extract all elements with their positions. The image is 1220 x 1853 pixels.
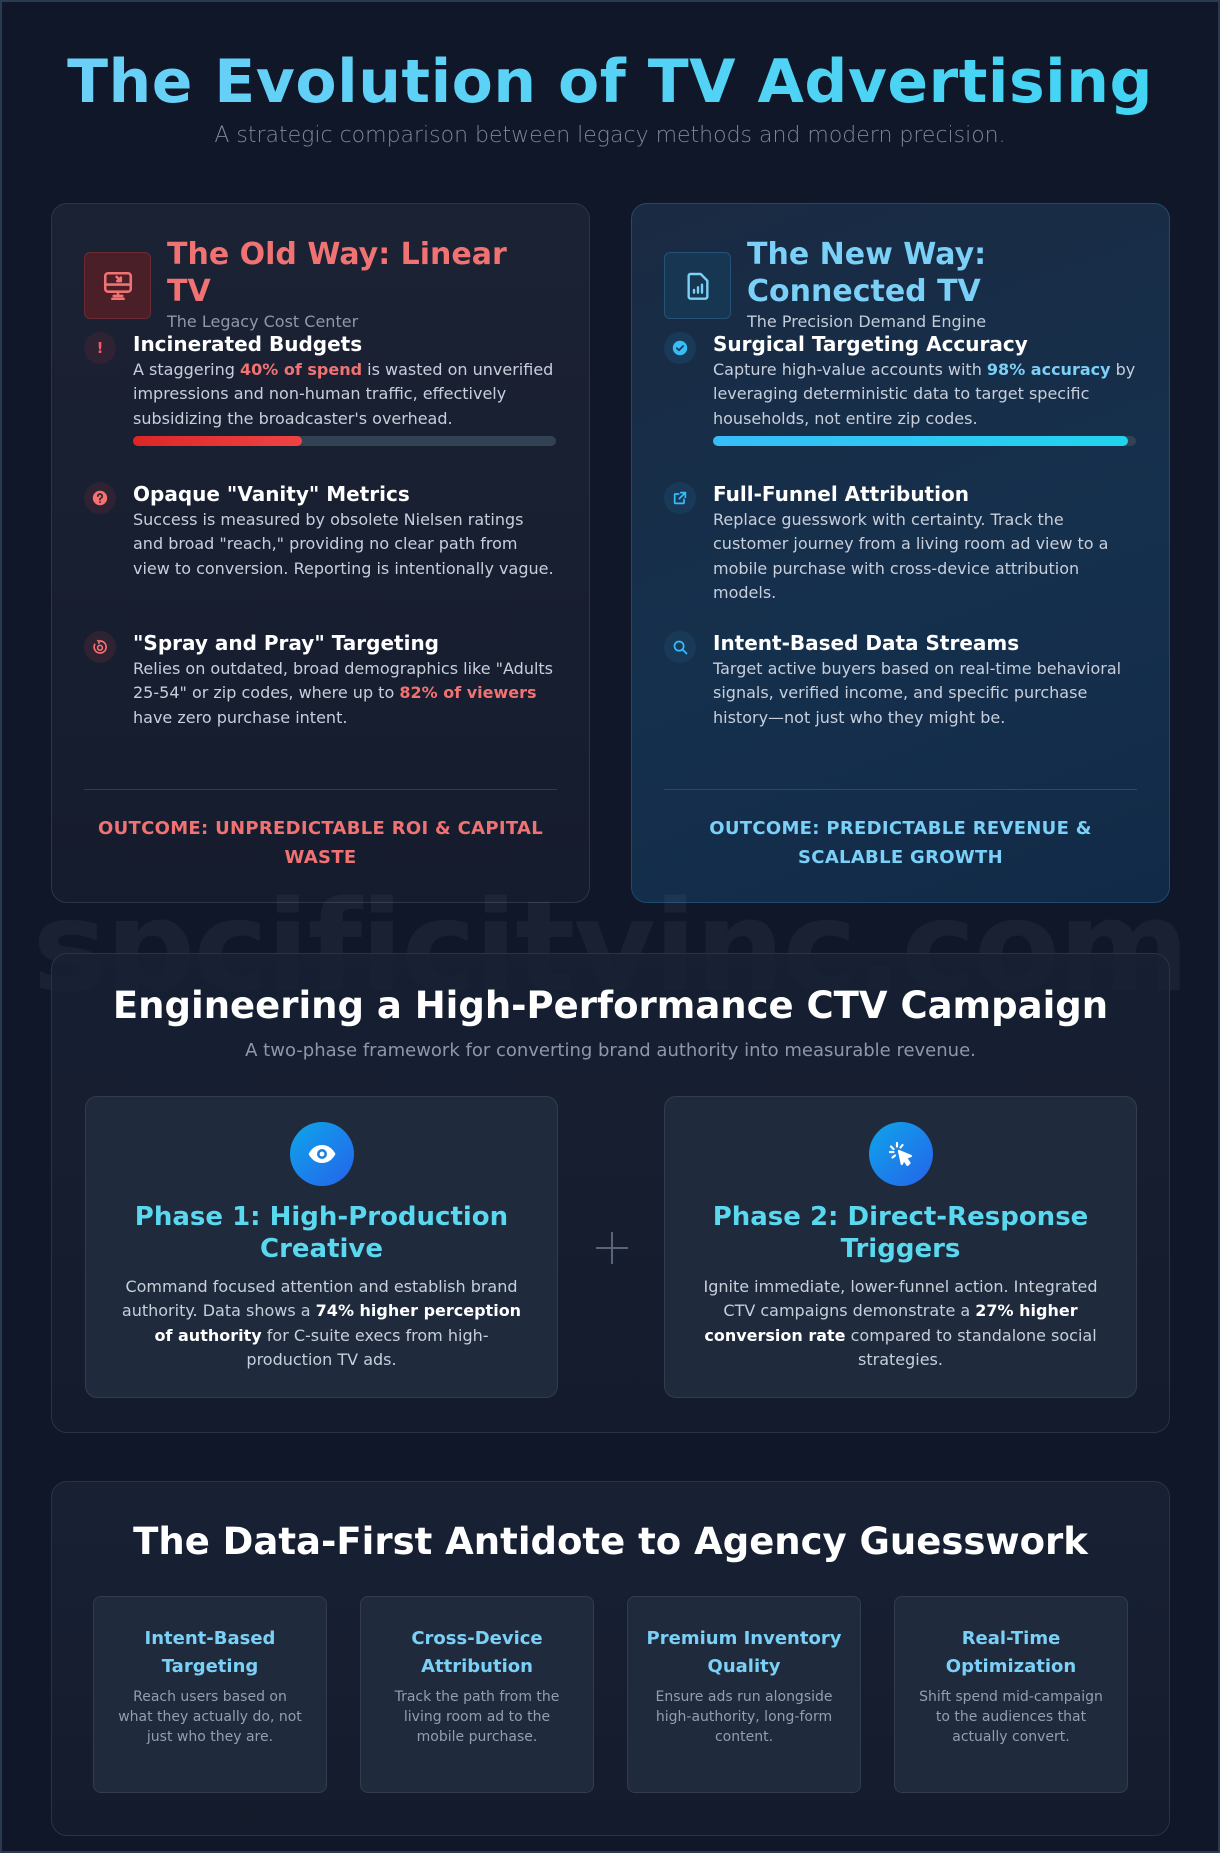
feature-body: Success is measured by obsolete Nielsen ratings and broad "reach," providing no clear path from view to conversion. Reporting is intentionally vague. xyxy=(133,510,554,578)
feature-title: Surgical Targeting Accuracy xyxy=(713,332,1028,356)
feature-body: A staggering 40% of spend is wasted on unverified impressions and non-human traffic, effectively subsidizing the broadcaster's overhead. xyxy=(133,360,554,428)
eye-icon xyxy=(290,1122,354,1186)
feature-title: Intent-Based Data Streams xyxy=(713,631,1020,655)
external-link-icon xyxy=(664,482,696,514)
new-way-outcome: OUTCOME: PREDICTABLE REVENUE & SCALABLE GROWTH xyxy=(709,818,1092,868)
new-way-header xyxy=(664,236,1137,336)
new-way-subtitle: The Precision Demand Engine xyxy=(747,312,987,331)
feature-title: Full-Funnel Attribution xyxy=(713,482,969,506)
phase-2-card xyxy=(664,1096,1137,1398)
tile-title: Real-Time Optimization xyxy=(945,1628,1077,1677)
new-way-card xyxy=(631,203,1170,903)
file-chart-icon xyxy=(664,252,731,319)
feature-body: Replace guesswork with certainty. Track the customer journey from a living room ad view to a mobile purchase with cross-device attribution models. xyxy=(713,510,1109,602)
feature-body: Target active buyers based on real-time behavioral signals, verified income, and specific purchase history—not just who they might be. xyxy=(713,659,1122,727)
infographic-page xyxy=(2,2,1218,1851)
phase-body: Command focused attention and establish brand authority. Data shows a 74% higher perception of authority for C-suite execs from high-production TV ads. xyxy=(121,1277,522,1369)
waste-progress-fill xyxy=(133,436,302,446)
plus-icon xyxy=(596,1232,628,1264)
old-way-header xyxy=(84,236,557,336)
tile-title: Premium Inventory Quality xyxy=(646,1628,842,1677)
search-icon xyxy=(664,631,696,663)
page-title: The Evolution of TV Advertising xyxy=(2,46,1218,118)
old-way-outcome: OUTCOME: UNPREDICTABLE ROI & CAPITAL WASTE xyxy=(97,818,544,868)
tile-title: Cross-Device Attribution xyxy=(411,1628,543,1677)
check-circle-icon xyxy=(664,332,696,364)
campaign-subtitle: A two-phase framework for converting brand authority into measurable revenue. xyxy=(245,1040,976,1061)
old-way-title: The Old Way: Linear TV xyxy=(167,237,507,309)
phase-title: Phase 1: High-Production Creative xyxy=(134,1202,509,1264)
campaign-title: Engineering a High-Performance CTV Campaign xyxy=(112,984,1109,1027)
feature-body: Capture high-value accounts with 98% accuracy by leveraging deterministic data to target specific households, not entire zip codes. xyxy=(713,360,1136,428)
feature-body: Relies on outdated, broad demographics like "Adults 25-54" or zip codes, where up to 82% of viewers have zero purchase intent. xyxy=(133,659,554,727)
waste-progress-bar xyxy=(133,436,556,446)
old-way-subtitle: The Legacy Cost Center xyxy=(167,312,359,331)
monitor-download-icon xyxy=(84,252,151,319)
phase-body: Ignite immediate, lower-funnel action. Integrated CTV campaigns demonstrate a 27% higher conversion rate compared to standalone social strategies. xyxy=(703,1277,1098,1369)
tile-intent-based-targeting xyxy=(93,1596,327,1793)
feature-title: Incinerated Budgets xyxy=(133,332,363,356)
antidote-title: The Data-First Antidote to Agency Guesswork xyxy=(133,1520,1088,1563)
phase-1-card xyxy=(85,1096,558,1398)
tile-premium-inventory-quality xyxy=(627,1596,861,1793)
accuracy-progress-bar xyxy=(713,436,1136,446)
antidote-section xyxy=(51,1481,1170,1836)
tile-body: Ensure ads run alongside high-authority, long-form content. xyxy=(655,1689,833,1745)
page-subtitle: A strategic comparison between legacy methods and modern precision. xyxy=(214,123,1006,148)
divider xyxy=(664,789,1137,790)
new-way-title: The New Way: Connected TV xyxy=(747,237,987,309)
cursor-click-icon xyxy=(869,1122,933,1186)
tile-body: Reach users based on what they actually do, not just who they are. xyxy=(118,1689,302,1745)
campaign-section xyxy=(51,953,1170,1433)
tile-body: Track the path from the living room ad to the mobile purchase. xyxy=(394,1689,560,1745)
tile-body: Shift spend mid-campaign to the audiences that actually convert. xyxy=(919,1689,1103,1745)
feature-title: "Spray and Pray" Targeting xyxy=(133,631,439,655)
old-way-card xyxy=(51,203,590,903)
feature-title: Opaque "Vanity" Metrics xyxy=(133,482,410,506)
phase-title: Phase 2: Direct-Response Triggers xyxy=(712,1202,1089,1264)
accuracy-progress-fill xyxy=(713,436,1128,446)
tile-cross-device-attribution xyxy=(360,1596,594,1793)
divider xyxy=(84,789,557,790)
question-circle-icon xyxy=(84,482,116,514)
exclamation-icon: ! xyxy=(84,332,116,364)
tile-title: Intent-Based Targeting xyxy=(144,1628,276,1677)
tile-real-time-optimization xyxy=(894,1596,1128,1793)
spiral-target-icon xyxy=(84,631,116,663)
